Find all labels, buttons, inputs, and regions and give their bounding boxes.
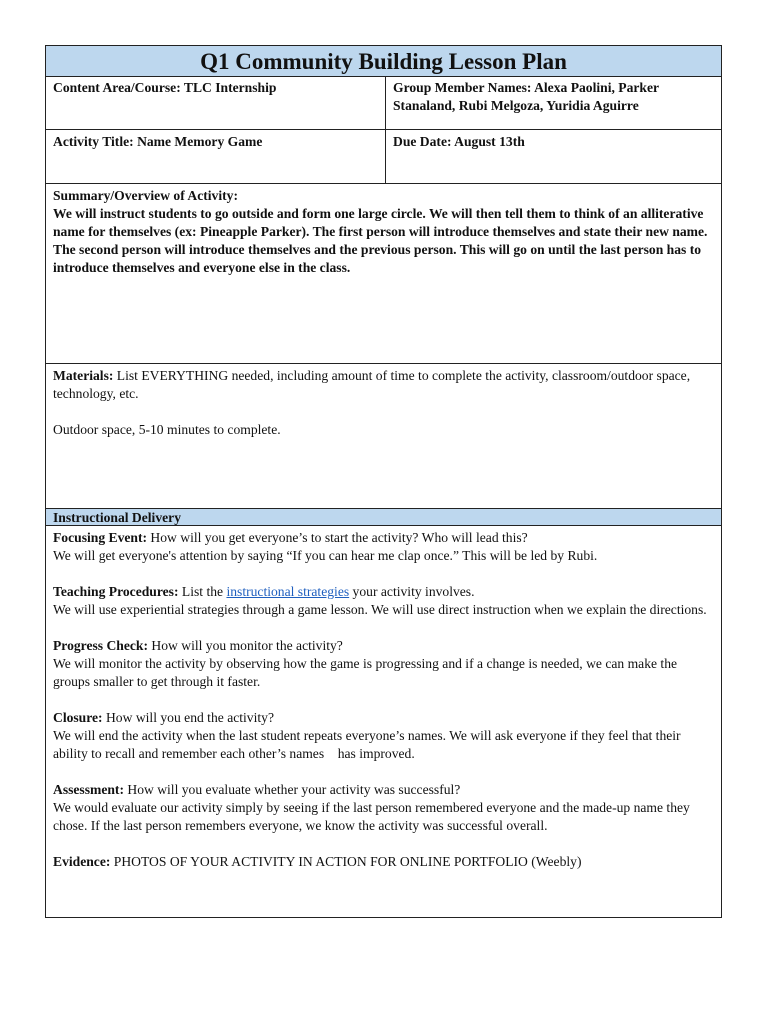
progress-answer: We will monitor the activity by observing how the game is progressing and if a change is needed, we can make the groups smaller to get through it faster. <box>53 656 678 689</box>
instructional-delivery-header: Instructional Delivery <box>46 508 721 526</box>
teaching-label: Teaching Procedures: <box>53 584 179 599</box>
content-area: Content Area/Course: TLC Internship <box>46 76 386 129</box>
summary-heading: Summary/Overview of Activity: <box>53 188 238 203</box>
closure-label: Closure: <box>53 710 103 725</box>
course-row <box>46 76 721 130</box>
focusing-answer: We will get everyone's attention by saying “If you can hear me clap once.” This will be led by Rubi. <box>53 548 598 563</box>
evidence-text: PHOTOS OF YOUR ACTIVITY IN ACTION FOR ONLINE PORTFOLIO (Weebly) <box>110 854 582 869</box>
instructional-delivery-body <box>46 527 721 891</box>
progress-check <box>53 637 714 691</box>
materials-prompt: List EVERYTHING needed, including amount of time to complete the activity, classroom/outdoor space, technology, etc. <box>53 368 691 401</box>
teaching-prompt-after: your activity involves. <box>349 584 475 599</box>
activity-row <box>46 130 721 184</box>
closure-prompt: How will you end the activity? <box>102 710 274 725</box>
assessment <box>53 781 714 835</box>
due-date: Due Date: August 13th <box>393 134 525 149</box>
progress-label: Progress Check: <box>53 638 149 653</box>
teaching-answer: We will use experiential strategies through a game lesson. We will use direct instruction when we explain the directions. <box>53 602 707 617</box>
focusing-event <box>53 529 714 565</box>
lesson-plan-document <box>45 45 722 918</box>
teaching-prompt-before: List the <box>178 584 227 599</box>
materials-answer: Outdoor space, 5-10 minutes to complete. <box>53 422 281 437</box>
materials-block <box>46 364 721 442</box>
assessment-label: Assessment: <box>53 782 124 797</box>
instructional-strategies-link[interactable]: instructional strategies <box>226 584 350 599</box>
page-title: Q1 Community Building Lesson Plan <box>46 46 721 77</box>
assessment-prompt: How will you evaluate whether your activity was successful? <box>123 782 461 797</box>
closure-answer: We will end the activity when the last student repeats everyone’s names. We will ask everyone if they feel that their ability to recall and remember each other’s names has improved. <box>53 728 684 761</box>
activity-title: Activity Title: Name Memory Game <box>46 130 386 183</box>
evidence <box>53 853 714 871</box>
materials-label: Materials: <box>53 368 114 383</box>
focusing-prompt: How will you get everyone’s to start the activity? Who will lead this? <box>147 530 528 545</box>
closure <box>53 709 714 763</box>
group-members: Group Member Names: Alexa Paolini, Parker Stanaland, Rubi Melgoza, Yuridia Aguirre <box>393 80 659 113</box>
summary-section <box>46 184 721 364</box>
evidence-label: Evidence: <box>53 854 111 869</box>
focusing-label: Focusing Event: <box>53 530 148 545</box>
teaching-procedures <box>53 583 714 619</box>
assessment-answer: We would evaluate our activity simply by seeing if the last person remembered everyone and the made-up name they chose. If the last person remembers everyone, we know the activity was successful overall. <box>53 800 690 833</box>
summary-text: We will instruct students to go outside and form one large circle. We will then tell them to think of an alliterative name for themselves (ex: Pineapple Parker). The first person will introduce themselves and state their new name. The second person will introduce themselves and the previous person. This will go on until the last person has to introduce themselves and everyone else in the class. <box>53 206 708 275</box>
progress-prompt: How will you monitor the activity? <box>148 638 343 653</box>
materials-section <box>46 364 721 508</box>
summary-block <box>46 184 721 280</box>
